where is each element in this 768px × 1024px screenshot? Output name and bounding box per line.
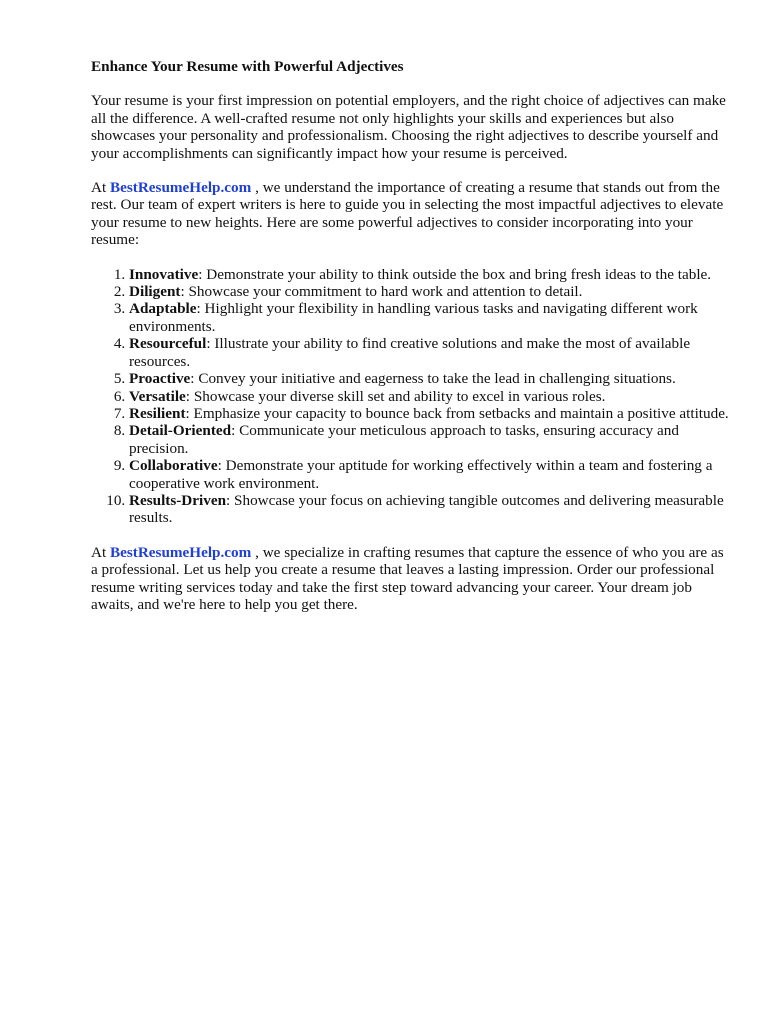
adjective-term: Results-Driven xyxy=(129,491,227,509)
closing-text: , we specialize in crafting resumes that capture the essence of who you are as a professional. Let us help you create a resume that leaves a lasting impression. Order our professional resume writing services today and take the first step toward advancing your career. Your dream job awaits, and we're here to help you get there. xyxy=(91,543,724,613)
adjective-description: : Illustrate your ability to find creative solutions and make the most of available resources. xyxy=(129,335,691,370)
adjective-term: Proactive xyxy=(129,370,191,388)
adjective-term: Diligent xyxy=(129,283,181,301)
intro-paragraph: Your resume is your first impression on potential employers, and the right choice of adjectives can make all the difference. A well-crafted resume not only highlights your skills and experiences but also showcases your personality and professionalism. Choosing the right adjectives to describe yourself and your accomplishments can significantly impact how your resume is perceived. xyxy=(91,92,726,162)
adjective-term: Resilient xyxy=(129,404,186,422)
closing-paragraph xyxy=(91,544,731,614)
list-item xyxy=(129,370,731,387)
adjective-term: Collaborative xyxy=(129,457,218,475)
adjective-description: : Showcase your commitment to hard work and attention to detail. xyxy=(180,283,583,301)
adjective-term: Versatile xyxy=(129,387,186,405)
list-item xyxy=(129,457,731,492)
services-paragraph xyxy=(91,179,731,249)
list-item xyxy=(129,266,731,283)
adjective-description: : Demonstrate your aptitude for working effectively within a team and fostering a cooperative work environment. xyxy=(129,457,713,492)
list-item xyxy=(129,388,731,405)
adjective-description: : Highlight your flexibility in handling various tasks and navigating different work environments. xyxy=(129,300,698,335)
list-item xyxy=(129,335,731,370)
document-title: Enhance Your Resume with Powerful Adjectives xyxy=(91,58,404,75)
adjective-description: : Showcase your focus on achieving tangible outcomes and delivering measurable results. xyxy=(129,491,724,527)
adjective-description: : Emphasize your capacity to bounce back from setbacks and maintain a positive attitude. xyxy=(185,404,729,422)
list-item xyxy=(129,300,731,335)
services-prefix: At xyxy=(91,179,110,197)
adjective-description: : Demonstrate your ability to think outside the box and bring fresh ideas to the table. xyxy=(198,265,712,283)
services-text: , we understand the importance of creating a resume that stands out from the rest. Our team of expert writers is here to guide you in selecting the most impactful adjectives to elevate your resume to new heights. Here are some powerful adjectives to consider incorporating into your resume: xyxy=(91,179,724,249)
adjective-term: Resourceful xyxy=(129,335,207,353)
adjectives-list xyxy=(91,266,731,527)
list-item xyxy=(129,283,731,300)
adjective-term: Innovative xyxy=(129,265,199,283)
closing-prefix: At xyxy=(91,543,110,561)
adjective-term: Adaptable xyxy=(129,300,197,318)
adjective-description: : Convey your initiative and eagerness to take the lead in challenging situations. xyxy=(190,370,676,388)
adjective-description: : Showcase your diverse skill set and ability to excel in various roles. xyxy=(185,387,606,405)
document-body xyxy=(91,58,731,630)
bestresumehelp-link-closing[interactable]: BestResumeHelp.com xyxy=(109,543,252,561)
list-item xyxy=(129,422,731,457)
list-item xyxy=(129,492,731,527)
list-item xyxy=(129,405,731,422)
bestresumehelp-link[interactable]: BestResumeHelp.com xyxy=(109,179,252,197)
adjective-description: : Communicate your meticulous approach to tasks, ensuring accuracy and precision. xyxy=(129,422,679,457)
adjective-term: Detail-Oriented xyxy=(129,422,232,440)
